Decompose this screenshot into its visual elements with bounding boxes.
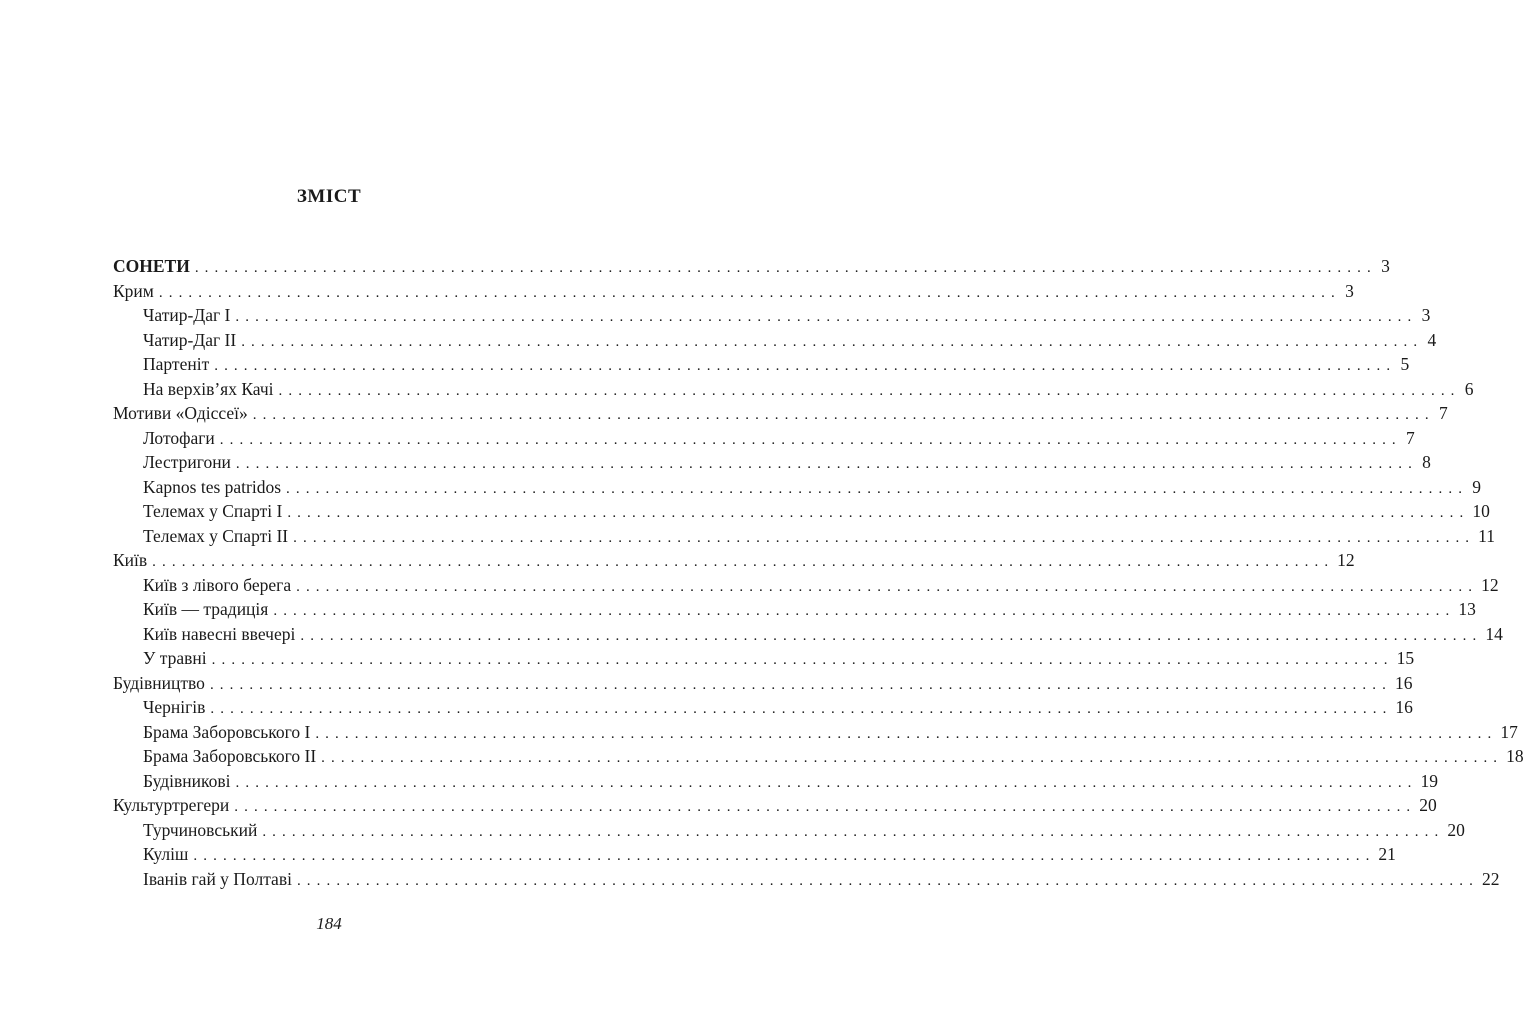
toc-entry-page-number: 16: [1395, 697, 1413, 717]
toc-entry-title: Іванів гай у Полтаві: [143, 868, 292, 889]
page-number: 184: [316, 914, 342, 933]
dot-leader: ........................................................................................................................: [194, 260, 1377, 276]
toc-subentry: [113, 352, 1410, 377]
toc-entry-title: Чатир-Даг II: [143, 329, 237, 350]
toc-entry: [113, 254, 1390, 279]
toc-entry-title: Будівникові: [143, 770, 231, 791]
toc-subentry: [113, 769, 1439, 794]
toc-entry-title: Брама Заборовського II: [143, 746, 317, 766]
toc-subentry: [113, 646, 1415, 671]
toc-subentry: [113, 475, 1482, 500]
toc-entry-title: Культуртрегери: [113, 795, 230, 815]
toc-entry-title: Київ: [113, 550, 148, 570]
toc-entry-page-number: 5: [1400, 354, 1410, 374]
dot-leader: ........................................................................................................................: [235, 309, 1418, 325]
dot-leader: ........................................................................................................................: [193, 848, 1376, 864]
dot-leader: ........................................................................................................................: [152, 554, 1335, 570]
toc-subentry: [113, 867, 1500, 892]
toc-subentry: [113, 720, 1518, 745]
toc-subentry: [113, 622, 1503, 647]
toc-subentry: [113, 450, 1431, 475]
dot-leader: ........................................................................................................................: [210, 701, 1393, 717]
dot-leader: ........................................................................................................................: [211, 652, 1394, 668]
toc-subentry: [113, 744, 1524, 769]
dot-leader: ........................................................................................................................: [300, 627, 1483, 644]
toc-entry: [113, 279, 1354, 304]
toc-entry-page-number: 19: [1420, 770, 1439, 791]
toc-subentry: [113, 499, 1490, 524]
toc-entry-page-number: 9: [1472, 476, 1482, 497]
toc-entry: [113, 793, 1437, 818]
toc-entry-page-number: 18: [1506, 746, 1524, 766]
toc-subentry: [113, 695, 1413, 720]
toc-entry-page-number: 7: [1406, 427, 1415, 448]
toc-entry-title: Партеніт: [143, 354, 210, 374]
toc-subentry: [113, 573, 1499, 598]
toc-entry-title: Лотофаги: [143, 427, 215, 448]
toc-subentry: [113, 842, 1396, 867]
toc-subentry: [113, 818, 1465, 843]
dot-leader: ........................................................................................................................: [219, 431, 1402, 448]
dot-leader: ........................................................................................................................: [158, 284, 1341, 301]
dot-leader: ........................................................................................................................: [273, 603, 1456, 619]
toc-subentry: [113, 328, 1437, 353]
dot-leader: ........................................................................................................................: [315, 725, 1498, 742]
toc-entry-title: Куліш: [143, 844, 189, 864]
toc-entry-page-number: 12: [1337, 550, 1355, 570]
toc-entry-page-number: 13: [1458, 599, 1476, 619]
toc-subentry: [113, 524, 1495, 549]
toc-entry-title: Крим: [113, 280, 154, 301]
dot-leader: ........................................................................................................................: [296, 872, 1479, 889]
toc-subentry: [113, 597, 1476, 622]
toc-entry-page-number: 15: [1396, 648, 1415, 668]
toc-entry-title: Брама Заборовського I: [143, 721, 311, 742]
dot-leader: ........................................................................................................................: [252, 407, 1435, 423]
toc-entry-title: На верхів’ях Качі: [143, 378, 274, 399]
toc-entry: [113, 401, 1448, 426]
toc-entry-page-number: 14: [1485, 623, 1503, 644]
dot-leader: ........................................................................................................................: [235, 774, 1418, 791]
toc-subentry: [113, 377, 1474, 402]
dot-leader: ........................................................................................................................: [286, 480, 1469, 497]
toc-entry-title: Будівництво: [113, 672, 205, 693]
toc-entry-title: Київ — традиція: [143, 599, 269, 619]
dot-leader: ........................................................................................................................: [209, 676, 1392, 693]
dot-leader: ........................................................................................................................: [321, 750, 1504, 766]
toc-entry-page-number: 7: [1438, 403, 1448, 423]
toc-entry-title: Kapnos tes patridos: [143, 476, 282, 497]
toc-subentry: [113, 426, 1415, 451]
toc-entry: [113, 671, 1413, 696]
toc-entry-title: Чернігів: [143, 697, 206, 717]
dot-leader: ........................................................................................................................: [293, 529, 1476, 546]
toc-entry-title: Лестригони: [143, 452, 231, 472]
toc-entry-page-number: 3: [1421, 305, 1431, 325]
toc-entry-page-number: 3: [1345, 280, 1354, 301]
toc-subentry: [113, 303, 1431, 328]
dot-leader: ........................................................................................................................: [296, 578, 1479, 595]
table-of-contents: [113, 254, 1524, 891]
toc-entry-title: Телемах у Спарті I: [143, 501, 283, 521]
dot-leader: ........................................................................................................................: [278, 382, 1461, 399]
toc-entry-title: Чатир-Даг I: [143, 305, 231, 325]
toc-entry-page-number: 11: [1478, 525, 1495, 546]
toc-entry-page-number: 17: [1500, 721, 1518, 742]
toc-entry-title: Телемах у Спарті II: [143, 525, 289, 546]
toc-entry-title: Турчиновський: [143, 819, 258, 840]
toc-entry-page-number: 21: [1378, 844, 1396, 864]
dot-leader: ........................................................................................................................: [234, 799, 1417, 815]
dot-leader: ........................................................................................................................: [287, 505, 1470, 521]
toc-entry-page-number: 10: [1472, 501, 1490, 521]
dot-leader: ........................................................................................................................: [235, 456, 1418, 472]
toc-entry-page-number: 8: [1422, 452, 1431, 472]
toc-entry-page-number: 12: [1481, 574, 1499, 595]
dot-leader: ........................................................................................................................: [241, 333, 1424, 350]
toc-entry-title: У травні: [143, 648, 207, 668]
toc-entry-page-number: 16: [1394, 672, 1413, 693]
toc-entry-page-number: 6: [1464, 378, 1474, 399]
toc-entry-page-number: 4: [1427, 329, 1437, 350]
toc-entry-page-number: 3: [1381, 256, 1390, 276]
toc-entry-page-number: 20: [1419, 795, 1437, 815]
toc-entry: [113, 548, 1355, 573]
toc-entry-page-number: 22: [1481, 868, 1500, 889]
toc-entry-title: Київ з лівого берега: [143, 574, 292, 595]
contents-heading: ЗМІСТ: [296, 186, 362, 207]
toc-entry-title: Київ навесні ввечері: [143, 623, 296, 644]
dot-leader: ........................................................................................................................: [214, 358, 1397, 374]
toc-entry-title: Мотиви «Одіссеї»: [113, 403, 248, 423]
toc-entry-title: СОНЕТИ: [113, 256, 190, 276]
dot-leader: ........................................................................................................................: [262, 823, 1445, 840]
toc-entry-page-number: 20: [1447, 819, 1465, 840]
